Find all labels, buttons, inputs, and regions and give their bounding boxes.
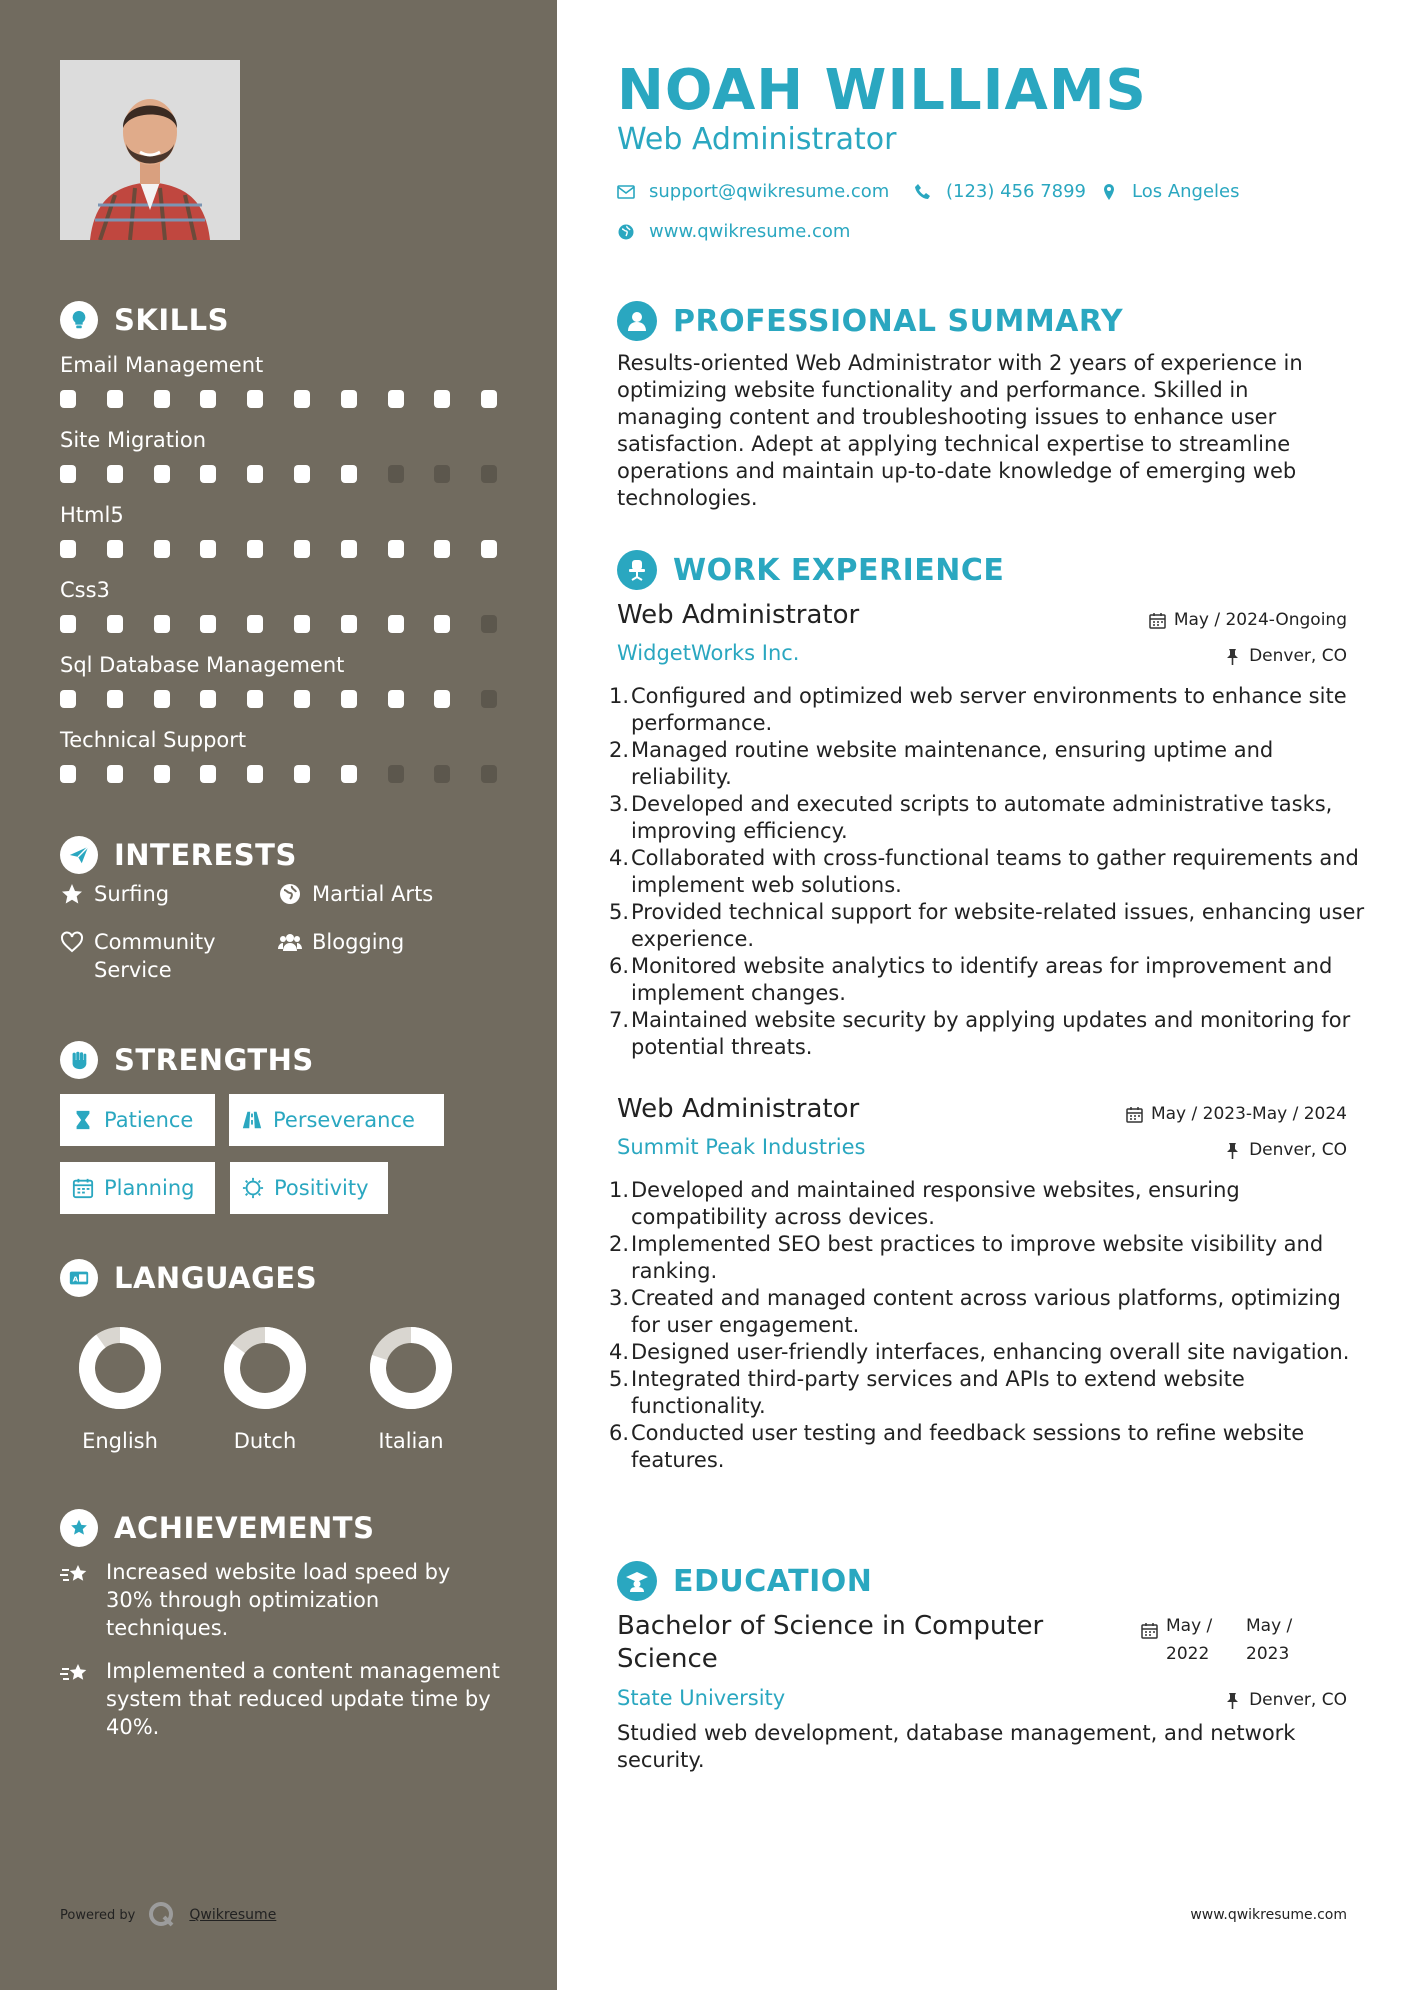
phone-icon: [914, 183, 932, 201]
skill-dot: [434, 615, 450, 633]
interest-item: [278, 928, 404, 956]
skills-heading: [60, 300, 229, 340]
skill-dot: [434, 465, 450, 483]
list-item: 7. Maintained website security by applying updates and monitoring for potential threats.: [609, 1008, 1351, 1059]
job-company: Summit Peak Industries: [617, 1135, 866, 1159]
skill-dot: [107, 765, 123, 783]
skill-dot: [200, 390, 216, 408]
skill-dot: [200, 615, 216, 633]
job-company: WidgetWorks Inc.: [617, 641, 800, 665]
graduate-icon: [617, 1561, 657, 1601]
pushpin-icon: [1224, 1142, 1241, 1159]
experience-heading: [617, 549, 1004, 591]
users-icon: [278, 930, 302, 954]
skill-item: [60, 650, 500, 725]
list-item: 3. Developed and executed scripts to automate administrative tasks, improving efficiency.: [609, 792, 1333, 843]
sun-icon: [242, 1177, 264, 1199]
lightbulb-icon: [60, 301, 98, 339]
skill-name: Technical Support: [60, 728, 247, 752]
skill-name: Css3: [60, 578, 110, 602]
phone-text: (123) 456 7899: [946, 181, 1087, 202]
skill-rating: [60, 540, 500, 560]
skill-dot: [294, 615, 310, 633]
website-text: www.qwikresume.com: [649, 221, 851, 242]
road-icon: [241, 1109, 263, 1131]
skill-name: Sql Database Management: [60, 653, 345, 677]
language-ring: [368, 1325, 454, 1411]
list-item: 1. Developed and maintained responsive websites, ensuring compatibility across devices.: [609, 1178, 1240, 1229]
skill-dot: [434, 540, 450, 558]
skill-rating: [60, 765, 500, 785]
education-dates: [1141, 1612, 1326, 1668]
skill-dot: [107, 615, 123, 633]
shooting-star-icon: [60, 1659, 90, 1689]
list-item: 2. Managed routine website maintenance, ensuring uptime and reliability.: [609, 738, 1274, 789]
skill-name: Site Migration: [60, 428, 207, 452]
language-italian: [356, 1325, 466, 1453]
powered-by-link[interactable]: Qwikresume: [189, 1907, 277, 1923]
education-title: EDUCATION: [673, 1563, 873, 1599]
skill-dot: [294, 390, 310, 408]
strength-positivity: [230, 1162, 388, 1214]
skill-dot: [388, 465, 404, 483]
education-end: May / 2023: [1246, 1616, 1293, 1664]
interest-label: Blogging: [312, 930, 405, 954]
summary-heading: [617, 300, 1123, 342]
skill-dot: [341, 540, 357, 558]
skill-dot: [481, 765, 497, 783]
achievements-heading: [60, 1508, 374, 1548]
globe-icon: [278, 882, 302, 906]
skill-dot: [341, 465, 357, 483]
languages-heading: [60, 1258, 317, 1298]
skill-dot: [341, 690, 357, 708]
footer-url[interactable]: www.qwikresume.com: [1190, 1907, 1347, 1923]
skill-dot: [200, 540, 216, 558]
skill-dot: [60, 390, 76, 408]
pushpin-icon: [1224, 1692, 1241, 1709]
list-item: 4. Collaborated with cross-functional teams to gather requirements and implement web solutions.: [609, 846, 1359, 897]
user-icon: [617, 301, 657, 341]
strengths-title: STRENGTHS: [114, 1043, 314, 1077]
skill-dot: [388, 390, 404, 408]
skill-dot: [107, 390, 123, 408]
skill-dot: [341, 615, 357, 633]
list-item: 6. Conducted user testing and feedback sessions to refine website features.: [609, 1421, 1305, 1472]
star-icon: [60, 882, 84, 906]
globe-icon: [617, 223, 635, 241]
strengths-heading: [60, 1040, 314, 1080]
skill-rating: [60, 465, 500, 485]
heart-icon: [60, 930, 84, 954]
pushpin-icon: [1224, 648, 1241, 665]
job-dates-text: May / 2024-Ongoing: [1173, 610, 1347, 630]
interests-heading: [60, 835, 297, 875]
job-location: [1224, 646, 1347, 666]
language-ring-fill: [87, 1335, 153, 1401]
skill-dot: [341, 390, 357, 408]
skill-dot: [154, 540, 170, 558]
envelope-icon: [617, 183, 635, 201]
fist-icon: [60, 1041, 98, 1079]
sidebar: [0, 0, 557, 1990]
language-dutch: [210, 1325, 320, 1453]
calendar-icon: [1141, 1620, 1158, 1637]
achievement-text: Increased website load speed by 30% through optimization techniques.: [106, 1560, 451, 1640]
calendar-icon: [1149, 612, 1166, 629]
skill-dot: [341, 765, 357, 783]
interest-item: [60, 880, 169, 908]
strength-label: Positivity: [274, 1176, 369, 1200]
skill-dot: [60, 690, 76, 708]
skill-dot: [247, 465, 263, 483]
strength-patience: [60, 1094, 215, 1146]
calendar-icon: [72, 1177, 94, 1199]
skill-dot: [294, 765, 310, 783]
list-item: 6. Monitored website analytics to identify areas for improvement and implement changes.: [609, 954, 1333, 1005]
job-dates: [1149, 610, 1347, 630]
job-bullets: [609, 1177, 1369, 1474]
skills-list: [60, 350, 500, 800]
language-name: Dutch: [233, 1429, 297, 1453]
language-english: [65, 1325, 175, 1453]
skill-dot: [154, 765, 170, 783]
skill-item: [60, 425, 500, 500]
trophy-star-icon: [60, 1509, 98, 1547]
skill-dot: [247, 540, 263, 558]
summary-text: Results-oriented Web Administrator with 2 years of experience in optimizing website functionality and performance. Skilled in managing content and troubleshooting issues to enhance user satisfaction. Adept at applying technical expertise to streamline operations and maintain up-to-date knowledge of emerging web technologies.: [617, 351, 1303, 510]
skill-name: Email Management: [60, 353, 264, 377]
interest-item: [278, 880, 433, 908]
paper-plane-icon: [60, 836, 98, 874]
education-heading: [617, 1560, 872, 1602]
skill-dot: [388, 690, 404, 708]
skill-dot: [294, 690, 310, 708]
list-item: 4. Designed user-friendly interfaces, enhancing overall site navigation.: [609, 1340, 1350, 1364]
office-chair-icon: [617, 550, 657, 590]
job-dates: [1126, 1104, 1347, 1124]
skill-item: [60, 500, 500, 575]
skills-title: SKILLS: [114, 303, 229, 337]
skill-dot: [60, 615, 76, 633]
skill-dot: [481, 615, 497, 633]
skill-dot: [481, 540, 497, 558]
job-dates-text: May / 2023-May / 2024: [1150, 1104, 1347, 1124]
skill-dot: [247, 765, 263, 783]
translate-icon: [60, 1259, 98, 1297]
powered-by: [60, 1900, 276, 1930]
interest-label: Surfing: [94, 882, 170, 906]
qwikresume-logo-icon: [147, 1900, 177, 1930]
skill-dot: [154, 615, 170, 633]
skill-dot: [107, 465, 123, 483]
skill-rating: [60, 690, 500, 710]
email-text: support@qwikresume.com: [649, 181, 890, 202]
education-school: State University: [617, 1686, 786, 1710]
contact-email[interactable]: [617, 181, 889, 202]
map-pin-icon: [1100, 183, 1118, 201]
skill-dot: [154, 690, 170, 708]
achievement-item: [60, 1657, 500, 1741]
strength-label: Planning: [104, 1176, 195, 1200]
contact-location: [1100, 181, 1240, 202]
interest-label: Martial Arts: [312, 882, 434, 906]
skill-dot: [388, 765, 404, 783]
hourglass-icon: [72, 1109, 94, 1131]
language-name: English: [82, 1429, 158, 1453]
language-ring: [222, 1325, 308, 1411]
skill-name: Html5: [60, 503, 124, 527]
skill-dot: [200, 765, 216, 783]
candidate-role: Web Administrator: [617, 122, 897, 157]
interest-label: Community Service: [94, 930, 216, 982]
list-item: 5. Integrated third-party services and APIs to extend website functionality.: [609, 1367, 1245, 1418]
skill-dot: [294, 540, 310, 558]
summary-title: PROFESSIONAL SUMMARY: [673, 303, 1124, 339]
strength-planning: [60, 1162, 215, 1214]
education-location-text: Denver, CO: [1249, 1690, 1347, 1710]
achievement-text: Implemented a content management system that reduced update time by 40%.: [106, 1659, 500, 1739]
language-name: Italian: [378, 1429, 444, 1453]
job-title: Web Administrator: [617, 600, 860, 630]
skill-dot: [200, 690, 216, 708]
skill-rating: [60, 615, 500, 635]
skill-dot: [247, 615, 263, 633]
skill-dot: [434, 390, 450, 408]
skill-dot: [107, 540, 123, 558]
education-description: Studied web development, database management, and network security.: [617, 1721, 1296, 1772]
powered-by-label: Powered by: [60, 1907, 136, 1923]
skill-dot: [481, 690, 497, 708]
skill-dot: [388, 540, 404, 558]
skill-dot: [481, 390, 497, 408]
job-location: [1224, 1140, 1347, 1160]
skill-dot: [294, 465, 310, 483]
profile-photo: [60, 60, 240, 240]
skill-dot: [107, 690, 123, 708]
skill-dot: [200, 465, 216, 483]
interest-item: [60, 928, 250, 984]
job-location-text: Denver, CO: [1249, 1140, 1347, 1160]
list-item: 3. Created and managed content across various platforms, optimizing for user engagement.: [609, 1286, 1341, 1337]
skill-dot: [388, 615, 404, 633]
skill-rating: [60, 390, 500, 410]
contact-phone[interactable]: [914, 181, 1086, 202]
skill-dot: [60, 765, 76, 783]
interests-title: INTERESTS: [114, 838, 297, 872]
education-location: [1224, 1690, 1347, 1710]
skill-dot: [247, 690, 263, 708]
achievements-title: ACHIEVEMENTS: [114, 1511, 375, 1545]
job-bullets: [609, 683, 1369, 1061]
list-item: 5. Provided technical support for website-related issues, enhancing user experience.: [609, 900, 1365, 951]
job-title: Web Administrator: [617, 1094, 860, 1124]
skill-item: [60, 350, 500, 425]
job-location-text: Denver, CO: [1249, 646, 1347, 666]
languages-title: LANGUAGES: [114, 1261, 318, 1295]
language-ring: [77, 1325, 163, 1411]
education-degree: Bachelor of Science in Computer Science: [617, 1611, 1044, 1674]
skill-dot: [434, 690, 450, 708]
calendar-icon: [1126, 1106, 1143, 1123]
skill-dot: [154, 465, 170, 483]
list-item: 2. Implemented SEO best practices to improve website visibility and ranking.: [609, 1232, 1324, 1283]
location-text: Los Angeles: [1132, 181, 1240, 202]
education-start: May / 2022: [1166, 1616, 1213, 1664]
skill-item: [60, 725, 500, 800]
skill-dot: [481, 465, 497, 483]
strength-label: Patience: [104, 1108, 194, 1132]
skill-dot: [247, 390, 263, 408]
skill-dot: [60, 540, 76, 558]
candidate-name: NOAH WILLIAMS: [617, 58, 1147, 123]
shooting-star-icon: [60, 1560, 90, 1590]
skill-dot: [60, 465, 76, 483]
list-item: 1. Configured and optimized web server environments to enhance site performance.: [609, 684, 1347, 735]
skill-dot: [154, 390, 170, 408]
strength-label: Perseverance: [273, 1108, 415, 1132]
contact-website[interactable]: [617, 221, 850, 242]
skill-item: [60, 575, 500, 650]
achievement-item: [60, 1558, 500, 1642]
skill-dot: [434, 765, 450, 783]
main-content: [557, 0, 1407, 1990]
strength-perseverance: [229, 1094, 444, 1146]
svg-text:A: A: [72, 1274, 79, 1284]
experience-title: WORK EXPERIENCE: [673, 552, 1005, 588]
